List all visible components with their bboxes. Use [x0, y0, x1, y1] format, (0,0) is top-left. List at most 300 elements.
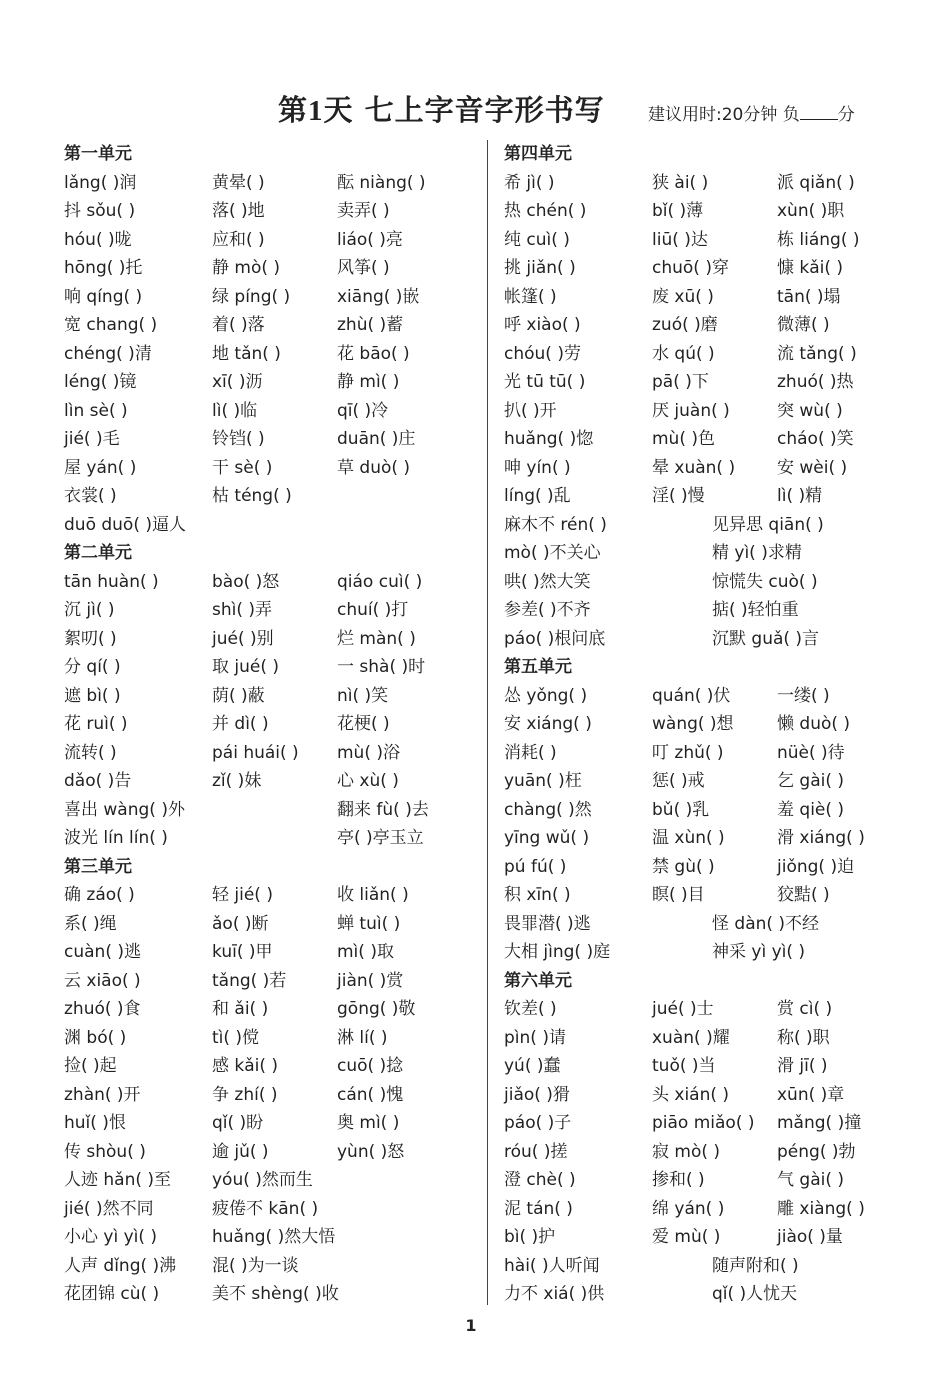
exercise-row — [64, 568, 484, 597]
exercise-row — [504, 454, 924, 483]
exercise-row — [64, 226, 484, 255]
unit-title: 第一单元 — [64, 144, 132, 164]
exercise-item[interactable]: 积 xīn( ) — [504, 885, 571, 905]
exercise-row — [504, 340, 924, 369]
unit-title: 第三单元 — [64, 856, 132, 877]
exercise-item[interactable]: qiáo cuì( ) — [337, 571, 423, 592]
exercise-item[interactable]: zuó( )磨 — [652, 315, 718, 335]
exercise-item[interactable]: 扒( )开 — [504, 400, 557, 421]
exercise-item[interactable]: ǎo( )断 — [212, 913, 269, 934]
exercise-item[interactable]: zhù( )蓄 — [337, 315, 404, 335]
exercise-row — [64, 1195, 484, 1224]
exercise-item[interactable]: 波光 lín lín( ) — [64, 828, 168, 848]
exercise-item[interactable]: chéng( )清 — [64, 343, 152, 364]
idiom-item[interactable]: 怪 dàn( )不经 — [712, 913, 820, 934]
exercise-row — [64, 454, 484, 483]
exercise-item[interactable]: 响 qíng( ) — [64, 286, 143, 307]
title-main: 天 七上字音字形书写 — [323, 93, 605, 127]
exercise-item[interactable]: yùn( )怒 — [337, 1141, 405, 1162]
exercise-item[interactable]: 晕 xuàn( ) — [652, 457, 736, 478]
exercise-item[interactable]: 流转( ) — [64, 742, 117, 763]
exercise-item[interactable]: 美不 shèng( )收 — [212, 1284, 339, 1304]
exercise-item[interactable]: 绿 píng( ) — [212, 286, 291, 307]
exercise-item[interactable]: nüè( )待 — [777, 742, 845, 763]
exercise-item[interactable]: wàng( )想 — [652, 714, 734, 734]
idiom-item[interactable]: 精 yì( )求精 — [712, 543, 802, 563]
unit-title: 第六单元 — [504, 970, 572, 991]
exercise-item[interactable]: tì( )傥 — [212, 1027, 260, 1048]
idiom-item[interactable]: 麻木不 rén( ) — [504, 514, 607, 535]
exercise-item[interactable]: 水 qú( ) — [652, 343, 715, 364]
exercise-row — [64, 1252, 484, 1281]
idiom-item[interactable]: 见异思 qiān( ) — [712, 514, 824, 535]
exercise-item[interactable]: 流 tǎng( ) — [777, 343, 857, 364]
exercise-item[interactable]: yuān( )枉 — [504, 771, 582, 791]
exercise-row — [504, 796, 924, 825]
idiom-item[interactable]: 神采 yì yì( ) — [712, 942, 806, 962]
exercise-item[interactable]: 静 mò( ) — [212, 258, 281, 278]
exercise-item[interactable]: 温 xùn( ) — [652, 828, 725, 848]
exercise-item[interactable]: lì( )临 — [212, 400, 258, 421]
right-column — [504, 140, 924, 1309]
exercise-row — [64, 1024, 484, 1053]
exercise-item[interactable]: piāo miǎo( ) — [652, 1113, 755, 1133]
exercise-row — [64, 1166, 484, 1195]
exercise-item[interactable]: 花梗( ) — [337, 714, 390, 734]
exercise-row — [504, 710, 924, 739]
exercise-item[interactable]: lìn sè( ) — [64, 400, 128, 421]
exercise-row — [64, 169, 484, 198]
exercise-item[interactable]: xuàn( )耀 — [652, 1027, 730, 1048]
exercise-item[interactable]: 钦差( ) — [504, 999, 557, 1019]
exercise-item[interactable]: cán( )愧 — [337, 1084, 404, 1105]
idiom-item[interactable]: hài( )人听闻 — [504, 1255, 600, 1276]
exercise-item[interactable]: huǎng( )然大悟 — [212, 1227, 336, 1247]
exercise-item[interactable]: 绵 yán( ) — [652, 1198, 725, 1219]
exercise-row — [504, 1166, 924, 1195]
exercise-row — [504, 254, 924, 283]
exercise-item[interactable]: bào( )怒 — [212, 571, 280, 592]
exercise-item[interactable]: 淋 lí( ) — [337, 1027, 388, 1048]
exercise-item[interactable]: 寂 mò( ) — [652, 1141, 721, 1162]
exercise-item[interactable]: pìn( )请 — [504, 1027, 566, 1048]
exercise-row — [504, 226, 924, 255]
exercise-row — [504, 169, 924, 198]
exercise-item[interactable]: páo( )子 — [504, 1113, 572, 1133]
exercise-item[interactable]: zhuó( )食 — [64, 999, 141, 1019]
exercise-item[interactable]: bǔ( )乳 — [652, 799, 710, 820]
exercise-item[interactable]: 光 tū tū( ) — [504, 372, 586, 392]
exercise-item[interactable]: 称( )职 — [777, 1027, 830, 1048]
unit-title: 第四单元 — [504, 144, 572, 164]
exercise-item[interactable]: 应和( ) — [212, 229, 265, 250]
exercise-item[interactable]: 确 záo( ) — [64, 885, 135, 905]
exercise-item[interactable]: 掺和( ) — [652, 1170, 705, 1190]
exercise-item[interactable]: pái huái( ) — [212, 742, 299, 763]
exercise-item[interactable]: 乞 gài( ) — [777, 771, 845, 791]
header-meta — [648, 100, 855, 125]
exercise-item[interactable]: chóu( )劳 — [504, 343, 581, 364]
idiom-item[interactable]: 随声附和( ) — [712, 1255, 799, 1276]
exercise-item[interactable]: duō duō( )逼人 — [64, 514, 187, 535]
exercise-item[interactable]: jiàn( )赏 — [337, 970, 404, 991]
exercise-item[interactable]: 枯 téng( ) — [212, 486, 292, 506]
exercise-item[interactable]: 黄晕( ) — [212, 172, 265, 193]
exercise-item[interactable]: jiào( )量 — [777, 1227, 843, 1247]
exercise-row — [64, 1280, 484, 1309]
exercise-item[interactable]: 叮 zhǔ( ) — [652, 742, 724, 763]
exercise-row — [64, 767, 484, 796]
exercise-item[interactable]: 慷 kǎi( ) — [777, 258, 844, 278]
idiom-item[interactable]: 大相 jìng( )庭 — [504, 942, 611, 962]
exercise-item[interactable]: 亭( )亭玉立 — [337, 828, 424, 848]
exercise-row — [504, 767, 924, 796]
exercise-item[interactable]: chuí( )打 — [337, 600, 409, 620]
exercise-row — [504, 197, 924, 226]
exercise-item[interactable]: xùn( )职 — [777, 201, 845, 221]
exercise-item[interactable]: 并 dì( ) — [212, 714, 269, 734]
idiom-item[interactable]: 畏罪潜( )逃 — [504, 913, 591, 934]
exercise-row — [64, 340, 484, 369]
exercise-row — [64, 995, 484, 1024]
exercise-item[interactable]: hóu( )咙 — [64, 229, 132, 250]
exercise-row — [504, 1024, 924, 1053]
exercise-item[interactable]: 风筝( ) — [337, 258, 390, 278]
exercise-item[interactable]: pú fú( ) — [504, 856, 567, 877]
unit-title: 第五单元 — [504, 657, 572, 677]
exercise-item[interactable]: xiāng( )嵌 — [337, 286, 420, 307]
exercise-item[interactable]: 消耗( ) — [504, 742, 557, 763]
exercise-row — [64, 254, 484, 283]
exercise-row — [504, 397, 924, 426]
exercise-row — [64, 197, 484, 226]
exercise-item[interactable]: 头 xián( ) — [652, 1084, 730, 1105]
exercise-item[interactable]: 厌 juàn( ) — [652, 400, 730, 421]
exercise-item[interactable]: 花 bāo( ) — [337, 343, 410, 364]
exercise-item[interactable]: tuǒ( )当 — [652, 1056, 716, 1076]
exercise-item[interactable]: mù( )色 — [652, 429, 716, 449]
exercise-item[interactable]: 一 shà( )时 — [337, 657, 426, 677]
exercise-item[interactable]: 草 duò( ) — [337, 457, 411, 478]
exercise-item[interactable]: 蝉 tuì( ) — [337, 913, 401, 934]
exercise-item[interactable]: 捡( )起 — [64, 1056, 117, 1076]
exercise-item[interactable]: 抖 sǒu( ) — [64, 201, 136, 221]
exercise-item[interactable]: 小心 yì yì( ) — [64, 1227, 158, 1247]
exercise-item[interactable]: liū( )达 — [652, 229, 708, 250]
exercise-item[interactable]: zhàn( )开 — [64, 1084, 141, 1105]
exercise-item[interactable]: bì( )护 — [504, 1227, 556, 1247]
exercise-item[interactable]: 着( )落 — [212, 315, 265, 335]
exercise-row — [64, 311, 484, 340]
exercise-item[interactable]: 雕 xiàng( ) — [777, 1198, 865, 1219]
exercise-row — [504, 311, 924, 340]
page-title — [278, 88, 605, 129]
exercise-item[interactable]: 卖弄( ) — [337, 201, 390, 221]
exercise-row — [64, 1109, 484, 1138]
exercise-row — [64, 1138, 484, 1167]
exercise-item[interactable]: 云 xiāo( ) — [64, 970, 141, 991]
exercise-item[interactable]: péng( )勃 — [777, 1141, 856, 1162]
exercise-row — [64, 682, 484, 711]
exercise-item[interactable]: 澄 chè( ) — [504, 1170, 576, 1190]
exercise-item[interactable]: 挑 jiǎn( ) — [504, 258, 576, 278]
exercise-item[interactable]: 地 tǎn( ) — [212, 343, 281, 364]
exercise-item[interactable]: 花团锦 cù( ) — [64, 1284, 160, 1304]
exercise-item[interactable]: 滑 jī( ) — [777, 1056, 828, 1076]
exercise-item[interactable]: lǎng( )润 — [64, 172, 137, 193]
exercise-row — [504, 1195, 924, 1224]
exercise-item[interactable]: tān huàn( ) — [64, 571, 159, 592]
exercise-item[interactable]: 帐篷( ) — [504, 286, 557, 307]
idiom-item[interactable]: 力不 xiá( )供 — [504, 1284, 605, 1304]
exercise-item[interactable]: 爱 mù( ) — [652, 1227, 721, 1247]
exercise-item[interactable]: cuàn( )逃 — [64, 942, 141, 962]
exercise-item[interactable]: 宽 chang( ) — [64, 315, 158, 335]
exercise-item[interactable]: tǎng( )若 — [212, 970, 287, 991]
exercise-item[interactable]: 奥 mì( ) — [337, 1113, 400, 1133]
exercise-item[interactable]: chuō( )穿 — [652, 258, 729, 278]
exercise-item[interactable]: kuī( )甲 — [212, 942, 273, 962]
exercise-item[interactable]: 铃铛( ) — [212, 429, 265, 449]
title-prefix: 第 — [278, 93, 309, 127]
score-blank[interactable] — [800, 105, 838, 120]
exercise-item[interactable]: gōng( )敬 — [337, 999, 416, 1019]
exercise-item[interactable]: quán( )伏 — [652, 685, 731, 706]
exercise-row — [64, 938, 484, 967]
exercise-item[interactable]: léng( )镜 — [64, 372, 137, 392]
exercise-item[interactable]: 赏 cì( ) — [777, 999, 833, 1019]
exercise-item[interactable]: 禁 gù( ) — [652, 856, 715, 877]
exercise-item[interactable]: qī( )冷 — [337, 400, 389, 421]
exercise-item[interactable]: 狡黠( ) — [777, 885, 830, 905]
exercise-item[interactable]: xūn( )章 — [777, 1084, 845, 1105]
exercise-item[interactable]: huǐ( )恨 — [64, 1113, 126, 1133]
exercise-item[interactable]: jué( )士 — [652, 999, 714, 1019]
exercise-item[interactable]: jué( )别 — [212, 628, 274, 649]
exercise-item[interactable]: róu( )搓 — [504, 1141, 568, 1162]
exercise-item[interactable]: hōng( )托 — [64, 258, 143, 278]
page-number: 1 — [465, 1316, 477, 1335]
exercise-item[interactable]: mǎng( )撞 — [777, 1113, 862, 1133]
exercise-item[interactable]: 酝 niàng( ) — [337, 172, 426, 193]
unit-title: 第二单元 — [64, 543, 132, 563]
exercise-item[interactable]: pā( )下 — [652, 372, 709, 392]
idiom-row — [504, 625, 924, 654]
exercise-item[interactable]: 人迹 hǎn( )至 — [64, 1170, 172, 1190]
exercise-row — [504, 1052, 924, 1081]
idiom-item[interactable]: páo( )根问底 — [504, 628, 606, 649]
exercise-item[interactable]: 希 jì( ) — [504, 172, 555, 193]
exercise-row — [64, 511, 484, 540]
exercise-item[interactable]: nì( )笑 — [337, 685, 389, 706]
exercise-item[interactable]: lì( )精 — [777, 486, 823, 506]
exercise-row — [504, 995, 924, 1024]
idiom-row — [504, 568, 924, 597]
exercise-item[interactable]: 惩( )戒 — [652, 771, 705, 791]
idiom-item[interactable]: 沉默 guǎ( )言 — [712, 628, 820, 649]
exercise-item[interactable]: 纯 cuì( ) — [504, 229, 570, 250]
exercise-item[interactable]: 絮叨( ) — [64, 628, 117, 649]
exercise-item[interactable]: 突 wù( ) — [777, 400, 843, 421]
exercise-row — [64, 482, 484, 511]
idiom-row — [504, 511, 924, 540]
exercise-item[interactable]: 疲倦不 kān( ) — [212, 1198, 319, 1219]
error-label: 负 — [782, 105, 800, 125]
exercise-item[interactable]: mì( )取 — [337, 942, 394, 962]
exercise-row — [64, 967, 484, 996]
idiom-item[interactable]: mò( )不关心 — [504, 543, 601, 563]
title-day-number: 1 — [308, 95, 324, 127]
exercise-row — [504, 283, 924, 312]
suggested-time: 建议用时:20分钟 — [648, 105, 778, 125]
column-divider — [487, 140, 488, 1305]
exercise-row — [504, 482, 924, 511]
exercise-item[interactable]: 安 wèi( ) — [777, 457, 848, 478]
exercise-item[interactable]: 羞 qiè( ) — [777, 799, 845, 820]
idiom-row — [504, 539, 924, 568]
exercise-row — [64, 625, 484, 654]
exercise-item[interactable]: 和 ǎi( ) — [212, 999, 269, 1019]
exercise-item[interactable]: 争 zhí( ) — [212, 1084, 278, 1105]
exercise-item[interactable]: 混( )为一谈 — [212, 1255, 299, 1276]
exercise-item[interactable]: shì( )弄 — [212, 600, 273, 620]
exercise-item[interactable]: 心 xù( ) — [337, 771, 399, 791]
exercise-item[interactable]: 呻 yín( ) — [504, 457, 571, 478]
exercise-item[interactable]: huǎng( )惚 — [504, 429, 594, 449]
exercise-item[interactable]: 烂 màn( ) — [337, 628, 416, 649]
exercise-item[interactable]: 渊 bó( ) — [64, 1027, 127, 1048]
left-column — [64, 140, 484, 1309]
exercise-item[interactable]: zhuó( )热 — [777, 372, 854, 392]
idiom-row — [504, 596, 924, 625]
exercise-item[interactable]: yú( )蠢 — [504, 1056, 561, 1076]
exercise-item[interactable]: 分 qí( ) — [64, 657, 121, 677]
exercise-row — [64, 1081, 484, 1110]
exercise-item[interactable]: 微薄( ) — [777, 315, 830, 335]
exercise-item[interactable]: 静 mì( ) — [337, 372, 400, 392]
exercise-row — [504, 368, 924, 397]
exercise-item[interactable]: 淫( )慢 — [652, 486, 705, 506]
exercise-row — [64, 824, 484, 853]
exercise-item[interactable]: 滑 xiáng( ) — [777, 828, 865, 848]
exercise-item[interactable]: cháo( )笑 — [777, 429, 854, 449]
exercise-item[interactable]: mù( )浴 — [337, 742, 401, 763]
exercise-item[interactable]: 狭 ài( ) — [652, 172, 709, 193]
exercise-item[interactable]: liáo( )亮 — [337, 229, 403, 250]
idiom-row — [504, 910, 924, 939]
exercise-item[interactable]: jié( )然不同 — [64, 1198, 154, 1219]
exercise-item[interactable]: 气 gài( ) — [777, 1170, 845, 1190]
exercise-item[interactable]: 栋 liáng( ) — [777, 229, 860, 250]
exercise-item[interactable]: 取 jué( ) — [212, 657, 280, 677]
exercise-row — [64, 710, 484, 739]
exercise-item[interactable]: 一缕( ) — [777, 685, 830, 706]
exercise-item[interactable]: 荫( )蔽 — [212, 685, 265, 706]
exercise-item[interactable]: 懒 duò( ) — [777, 714, 851, 734]
exercise-item[interactable]: cuō( )捻 — [337, 1056, 404, 1076]
exercise-row — [64, 653, 484, 682]
exercise-item[interactable]: yóu( )然而生 — [212, 1170, 313, 1190]
exercise-item[interactable]: jié( )毛 — [64, 429, 120, 449]
exercise-item[interactable]: 泥 tán( ) — [504, 1198, 573, 1219]
exercise-item[interactable]: bǐ( )薄 — [652, 201, 704, 221]
exercise-item[interactable]: 系( )绳 — [64, 913, 117, 934]
idiom-row — [504, 1252, 924, 1281]
exercise-item[interactable]: duān( )庄 — [337, 429, 416, 449]
exercise-item[interactable]: 轻 jié( ) — [212, 885, 273, 905]
exercise-row — [64, 283, 484, 312]
exercise-row — [64, 796, 484, 825]
exercise-item[interactable]: 落( )地 — [212, 201, 265, 221]
exercise-item[interactable]: 遮 bì( ) — [64, 685, 121, 706]
idiom-item[interactable]: qǐ( )人忧天 — [712, 1284, 798, 1304]
exercise-row — [504, 853, 924, 882]
exercise-row — [504, 1223, 924, 1252]
exercise-item[interactable]: tān( )塌 — [777, 286, 841, 307]
exercise-row — [64, 1223, 484, 1252]
exercise-item[interactable]: zǐ( )妹 — [212, 771, 262, 791]
idiom-item[interactable]: 参差( )不齐 — [504, 600, 591, 620]
exercise-item[interactable]: 派 qiǎn( ) — [777, 172, 855, 193]
idiom-row — [504, 1280, 924, 1309]
exercise-item[interactable]: 传 shòu( ) — [64, 1141, 146, 1162]
exercise-item[interactable]: jiǎo( )猾 — [504, 1084, 570, 1105]
exercise-item[interactable]: 人声 dǐng( )沸 — [64, 1255, 177, 1276]
exercise-item[interactable]: 花 ruì( ) — [64, 714, 128, 734]
exercise-item[interactable]: 瞑( )目 — [652, 885, 705, 905]
exercise-item[interactable]: 喜出 wàng( )外 — [64, 799, 185, 820]
exercise-item[interactable]: 呼 xiào( ) — [504, 315, 581, 335]
exercise-item[interactable]: 沉 jì( ) — [64, 600, 115, 620]
exercise-row — [504, 1081, 924, 1110]
exercise-row — [64, 739, 484, 768]
idiom-item[interactable]: 哄( )然大笑 — [504, 571, 591, 592]
exercise-item[interactable]: 干 sè( ) — [212, 457, 273, 478]
exercise-item[interactable]: 热 chén( ) — [504, 201, 587, 221]
exercise-item[interactable]: 逾 jǔ( ) — [212, 1141, 269, 1162]
exercise-item[interactable]: xī( )沥 — [212, 372, 263, 392]
exercise-row — [504, 824, 924, 853]
exercise-item[interactable]: qǐ( )盼 — [212, 1113, 264, 1133]
idiom-row — [504, 938, 924, 967]
exercise-row — [504, 739, 924, 768]
exercise-row — [64, 425, 484, 454]
exercise-item[interactable]: 翻来 fù( )去 — [337, 799, 429, 820]
exercise-item[interactable]: 感 kǎi( ) — [212, 1056, 279, 1076]
exercise-row — [64, 397, 484, 426]
exercise-row — [64, 910, 484, 939]
exercise-item[interactable]: 屋 yán( ) — [64, 457, 137, 478]
exercise-item[interactable]: chàng( )然 — [504, 799, 592, 820]
error-unit: 分 — [837, 105, 855, 125]
exercise-item[interactable]: 安 xiáng( ) — [504, 714, 592, 734]
exercise-row — [64, 368, 484, 397]
exercise-item[interactable]: 收 liǎn( ) — [337, 885, 409, 905]
exercise-item[interactable]: líng( )乱 — [504, 486, 571, 506]
exercise-row — [64, 1052, 484, 1081]
exercise-row — [504, 1109, 924, 1138]
exercise-item[interactable]: 衣裳( ) — [64, 486, 117, 506]
exercise-item[interactable]: 怂 yǒng( ) — [504, 685, 588, 706]
page-header — [278, 88, 902, 132]
exercise-row — [504, 1138, 924, 1167]
exercise-item[interactable]: yīng wǔ( ) — [504, 828, 590, 848]
exercise-item[interactable]: 废 xū( ) — [652, 286, 714, 307]
idiom-item[interactable]: 掂( )轻怕重 — [712, 600, 799, 620]
idiom-item[interactable]: 惊慌失 cuò( ) — [712, 571, 818, 592]
exercise-item[interactable]: dǎo( )告 — [64, 771, 132, 791]
exercise-item[interactable]: jiǒng( )迫 — [777, 856, 855, 877]
